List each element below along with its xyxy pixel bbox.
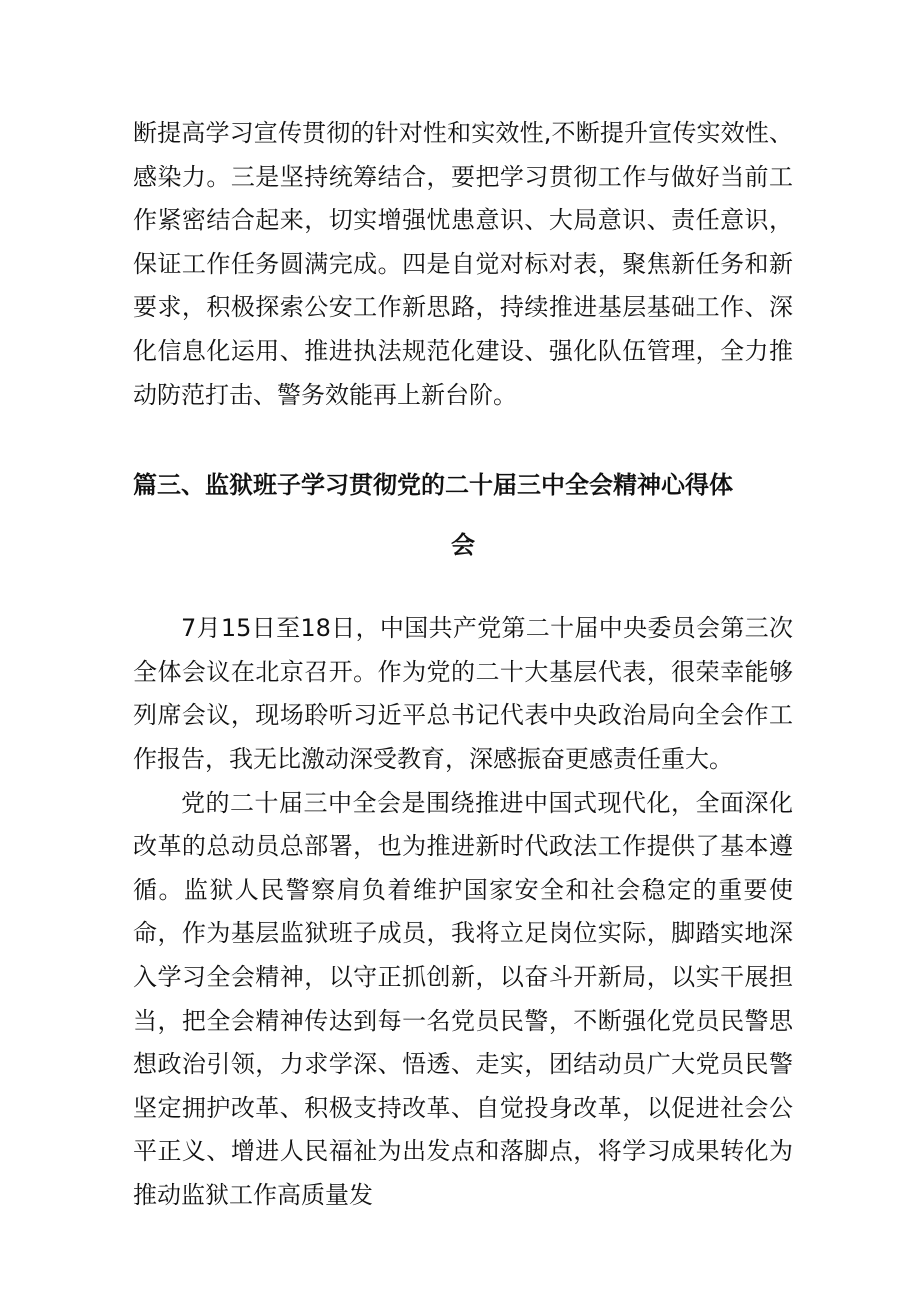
document-body bbox=[133, 112, 793, 1217]
section-heading-line2: 会 bbox=[451, 531, 475, 560]
continuation-paragraph: 断提高学习宣传贯彻的针对性和实效性,不断提升宣传实效性、感染力。三是坚持统筹结合，要把学习贯彻工作与做好当前工作紧密结合起来，切实增强忧患意识、大局意识、责任意识，保证工作任务圆满完成。四是自觉对标对表，聚焦新任务和新要求，积极探索公安工作新思路，持续推进基层基础工作、深化信息化运用、推进执法规范化建设、强化队伍管理，全力推动防范打击、警务效能再上新台阶。 bbox=[133, 119, 793, 409]
section-heading bbox=[133, 455, 793, 575]
body-paragraph-1: 7月15日至18日，中国共产党第二十届中央委员会第三次全体会议在北京召开。作为党的二十大基层代表，很荣幸能够列席会议，现场聆听习近平总书记代表中央政治局向全会作工作报告，我无比激动深受教育，深感振奋更感责任重大。 bbox=[133, 614, 793, 773]
section-heading-line1: 篇三、监狱班子学习贯彻党的二十届三中全会精神心得体 bbox=[133, 471, 733, 500]
body-paragraph-2: 党的二十届三中全会是围绕推进中国式现代化，全面深化改革的总动员总部署，也为推进新时代政法工作提供了基本遵循。监狱人民警察肩负着维护国家安全和社会稳定的重要使命，作为基层监狱班子成员，我将立足岗位实际，脚踏实地深入学习全会精神，以守正抓创新，以奋斗开新局，以实干展担当，把全会精神传达到每一名党员民警，不断强化党员民警思想政治引领，力求学深、悟透、走实，团结动员广大党员民警坚定拥护改革、积极支持改革、自觉投身改革，以促进社会公平正义、增进人民福祉为出发点和落脚点，将学习成果转化为推动监狱工作高质量发 bbox=[133, 788, 793, 1209]
